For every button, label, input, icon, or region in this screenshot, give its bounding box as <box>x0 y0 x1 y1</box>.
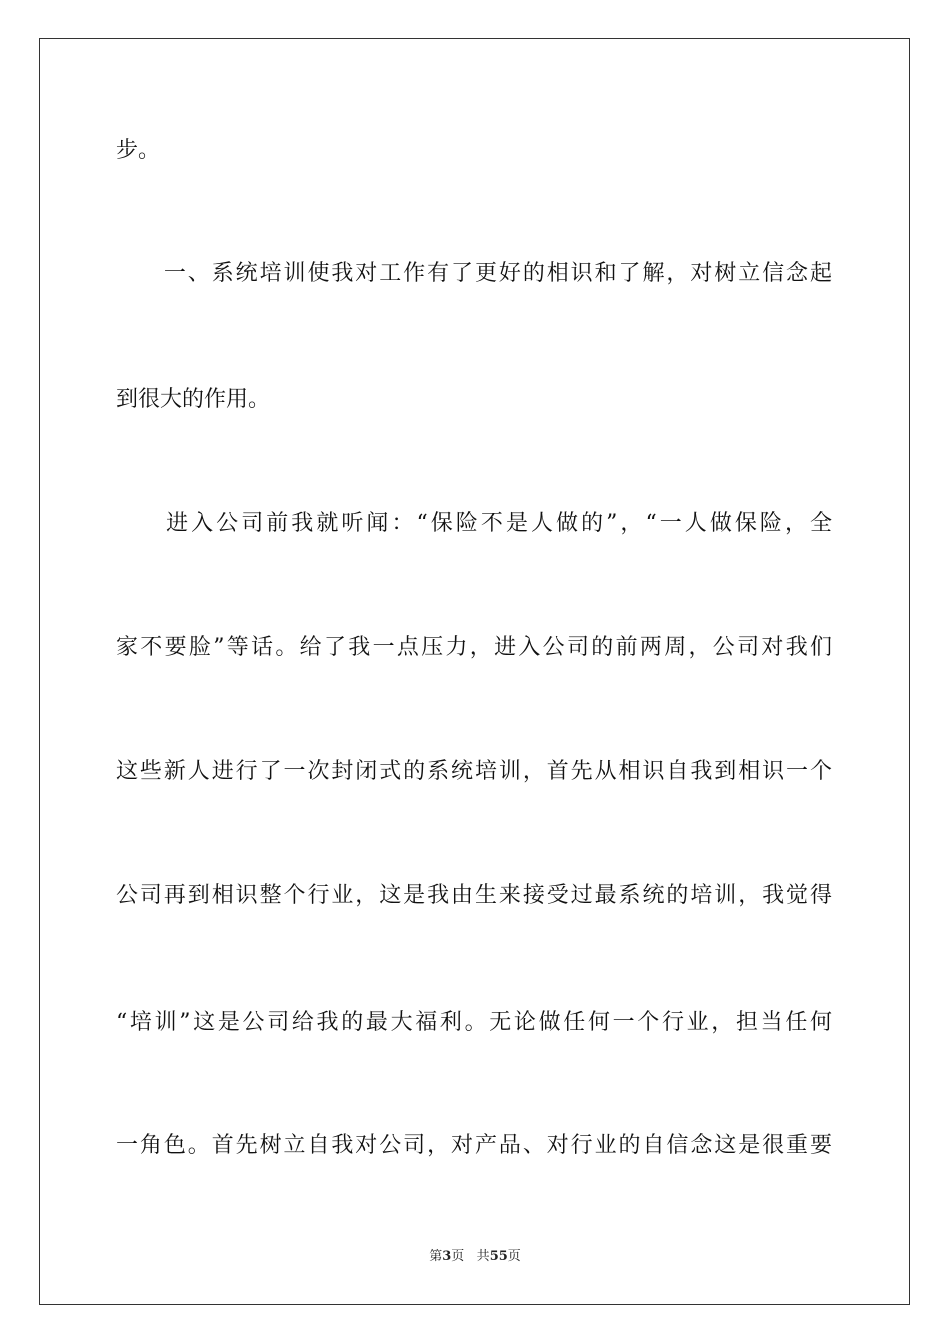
text-line-4: 进入公司前我就听闻：“保险不是人做的”，“一人做保险，全 <box>116 511 832 536</box>
text-line-2: 一、系统培训使我对工作有了更好的相识和了解，对树立信念起 <box>116 261 832 286</box>
text-line-7: 公司再到相识整个行业，这是我由生来接受过最系统的培训，我觉得 <box>116 883 832 908</box>
text-line-3: 到很大的作用。 <box>116 387 271 412</box>
page-prefix: 第 <box>429 1249 443 1264</box>
text-line-5: 家不要脸”等话。给了我一点压力，进入公司的前两周，公司对我们 <box>116 635 832 660</box>
total-suffix: 页 <box>507 1249 521 1264</box>
text-line-6: 这些新人进行了一次封闭式的系统培训，首先从相识自我到相识一个 <box>116 759 832 784</box>
page-footer <box>0 1248 950 1266</box>
text-line-1: 步。 <box>116 138 161 163</box>
page-number: 3 <box>442 1249 452 1264</box>
text-line-8: “培训”这是公司给我的最大福利。无论做任何一个行业，担当任何 <box>116 1010 832 1035</box>
page-suffix: 页 <box>451 1249 465 1264</box>
page-border <box>39 38 910 1305</box>
text-line-9: 一角色。首先树立自我对公司，对产品、对行业的自信念这是很重要 <box>116 1133 832 1158</box>
total-pages: 55 <box>489 1249 508 1264</box>
total-prefix: 共 <box>476 1249 490 1264</box>
